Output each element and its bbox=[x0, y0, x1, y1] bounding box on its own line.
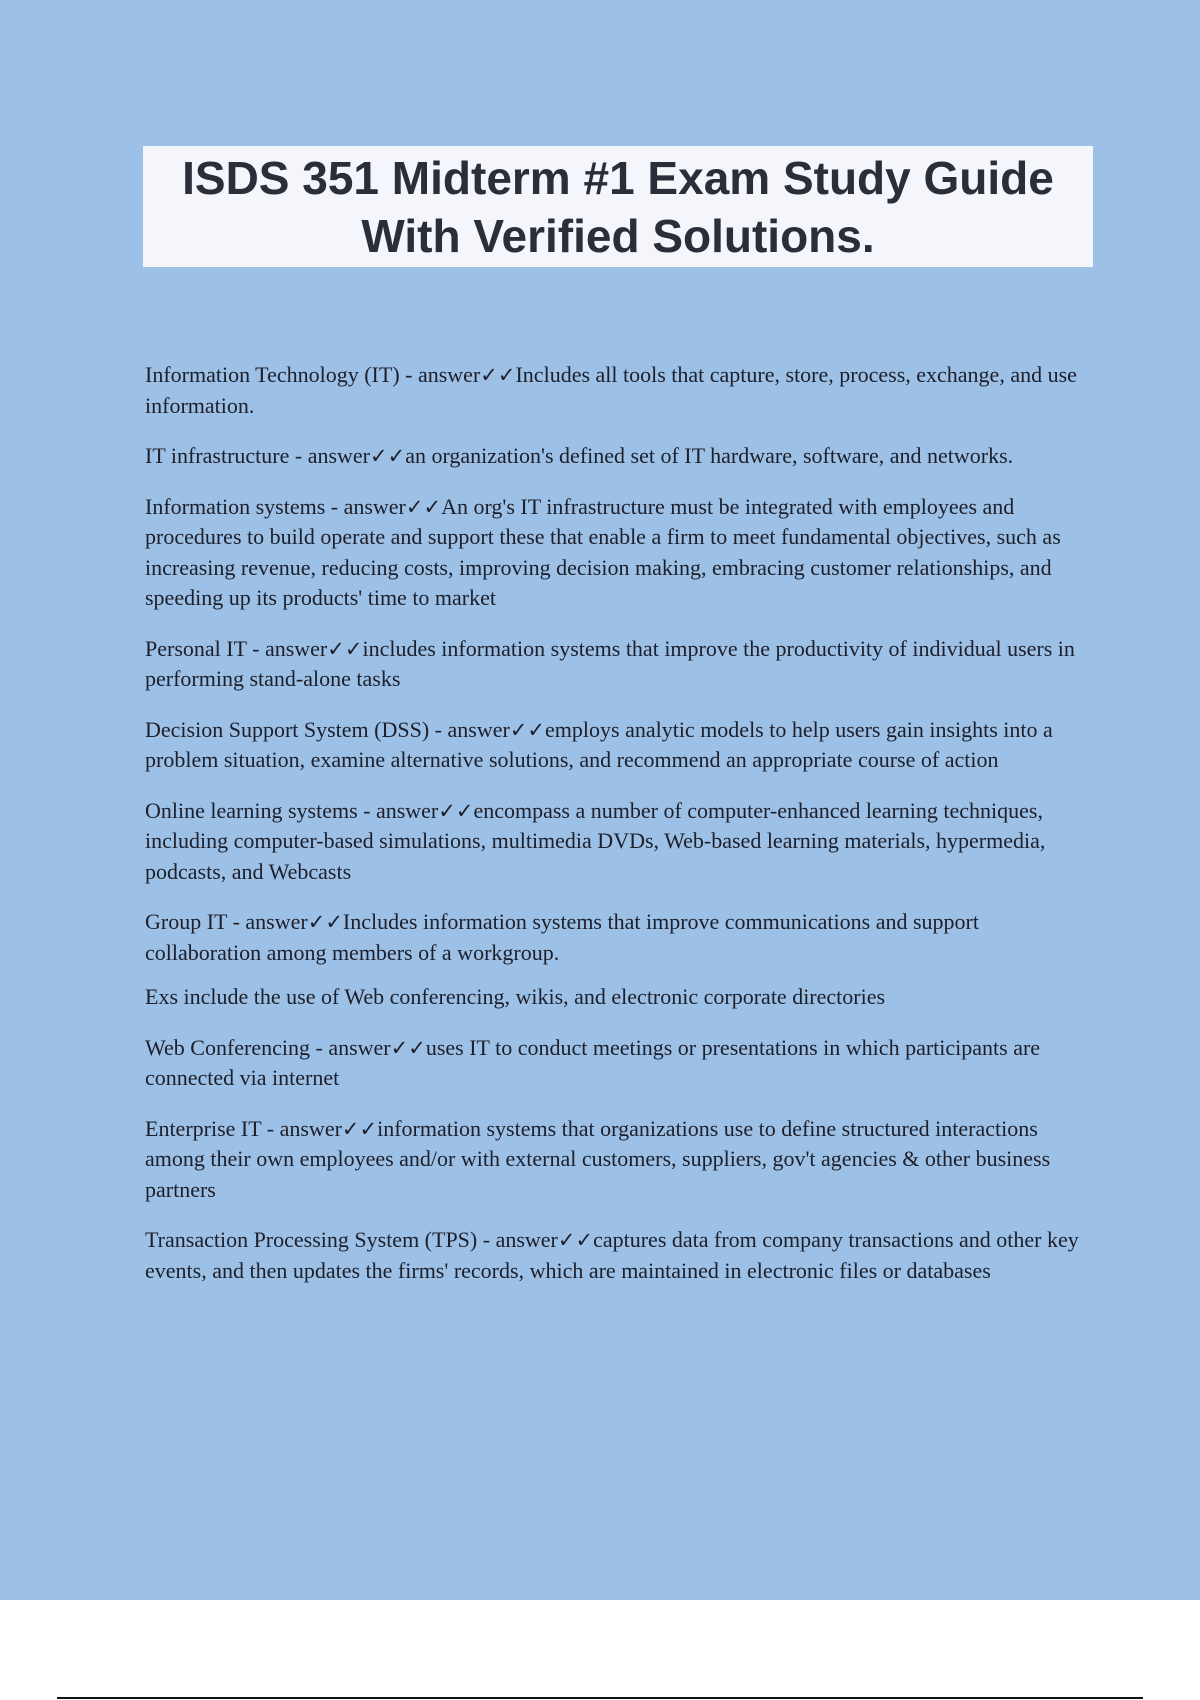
entry-definition: captures data from company transactions and other key events, and then updates the firms' records, which are maintained in electronic files or databases bbox=[145, 1227, 1079, 1283]
entry-definition: information systems that organizations use to define structured interactions among their own employees and/or with external customers, suppliers, gov't agencies & other business partners bbox=[145, 1115, 1051, 1202]
check-marks-icon: ✓✓ bbox=[438, 798, 474, 823]
footer-divider bbox=[57, 1697, 1143, 1699]
check-marks-icon: ✓✓ bbox=[327, 636, 363, 661]
document-title-line-2: With Verified Solutions. bbox=[361, 209, 875, 262]
entry-term: Decision Support System (DSS) - answer bbox=[145, 716, 510, 742]
check-marks-icon: ✓✓ bbox=[405, 494, 442, 519]
check-marks-icon: ✓✓ bbox=[480, 363, 516, 387]
check-marks-icon: ✓✓ bbox=[390, 1035, 426, 1060]
check-marks-icon: ✓✓ bbox=[307, 910, 343, 934]
entry-online-learning-systems bbox=[145, 796, 1090, 888]
document-title-line-1: ISDS 351 Midterm #1 Exam Study Guide bbox=[182, 151, 1054, 204]
entry-web-conferencing bbox=[145, 1033, 1090, 1094]
entry-definition: Includes all tools that capture, store, process, exchange, and use information. bbox=[145, 362, 1077, 418]
entry-definition: uses IT to conduct meetings or presentations in which participants are connected via internet bbox=[145, 1034, 1041, 1090]
entry-term: Information Technology (IT) - answer bbox=[145, 362, 481, 387]
entry-group-it-examples: Exs include the use of Web conferencing, wikis, and electronic corporate directories bbox=[145, 984, 886, 1009]
entry-term: Online learning systems - answer bbox=[145, 797, 439, 823]
entry-definition: An org's IT infrastructure must be integrated with employees and procedures to build operate and support these that enable a firm to meet fundamental objectives, such as increasing revenue, reducing costs, improving decision making, embracing customer relationships, and speeding up its products' time to market bbox=[145, 493, 1061, 610]
check-marks-icon: ✓✓ bbox=[341, 1116, 378, 1141]
entry-definition: an organization's defined set of IT hardware, software, and networks. bbox=[405, 443, 1014, 468]
study-entries bbox=[145, 360, 1090, 1306]
entry-group-it bbox=[145, 907, 1090, 968]
entry-enterprise-it bbox=[145, 1114, 1090, 1206]
entry-definition: Includes information systems that improve communications and support collaboration among members of a workgroup. bbox=[145, 909, 979, 965]
entry-term: Group IT - answer bbox=[145, 909, 308, 934]
entry-term: IT infrastructure - answer bbox=[145, 443, 370, 468]
check-marks-icon: ✓✓ bbox=[370, 444, 406, 468]
entry-information-technology bbox=[145, 360, 1090, 421]
entry-information-systems bbox=[145, 492, 1090, 614]
entry-personal-it bbox=[145, 634, 1090, 695]
entry-definition: encompass a number of computer-enhanced learning techniques, including computer-based simulations, multimedia DVDs, Web-based learning materials, hypermedia, podcasts, and Webcasts bbox=[145, 797, 1046, 884]
entry-transaction-processing-system bbox=[145, 1225, 1090, 1286]
entry-definition: employs analytic models to help users gain insights into a problem situation, examine alternative solutions, and recommend an appropriate course of action bbox=[145, 716, 1053, 772]
entry-term: Web Conferencing - answer bbox=[145, 1034, 391, 1060]
entry-term: Transaction Processing System (TPS) - answer bbox=[145, 1227, 558, 1252]
entry-term: Enterprise IT - answer bbox=[145, 1115, 342, 1141]
entry-term: Information systems - answer bbox=[145, 493, 406, 519]
entry-it-infrastructure bbox=[145, 441, 1090, 472]
entry-term: Personal IT - answer bbox=[145, 635, 328, 661]
entry-definition: includes information systems that improve the productivity of individual users in performing stand-alone tasks bbox=[145, 635, 1075, 691]
check-marks-icon: ✓✓ bbox=[509, 717, 546, 742]
entry-decision-support-system bbox=[145, 715, 1090, 776]
check-marks-icon: ✓✓ bbox=[557, 1228, 594, 1252]
title-banner bbox=[143, 146, 1093, 267]
